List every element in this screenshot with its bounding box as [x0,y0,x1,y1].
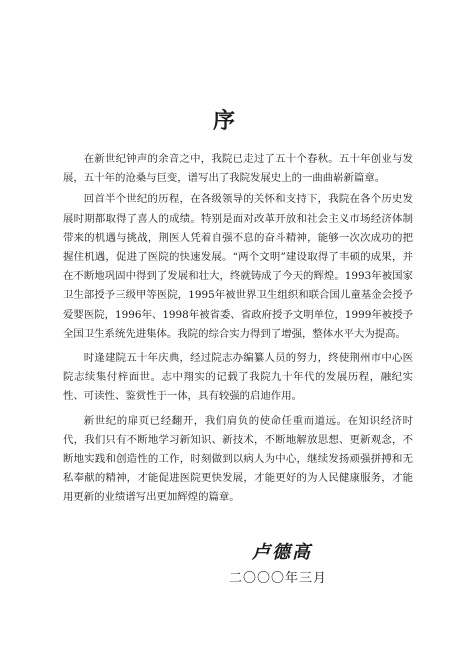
paragraph-1: 在新世纪钟声的余音之中，我院已走过了五十个春秋。五十年创业与发展，五十年的沧桑与巨变，谱写出了我院发展史上的一曲曲崭新篇章。 [63,153,413,185]
preface-date: 二〇〇〇年三月 [229,571,328,586]
paragraph-2: 回首半个世纪的历程，在各级领导的关怀和支持下，我院在各个历史发展时期都取得了喜人的成绩。特别是面对改革开放和社会主义市场经济体制带来的机遇与挑战，荆医人凭着自强不息的奋斗精神，能够一次次成功的把握住机遇，促进了医院的快速发展。“两个文明”建设取得了丰硕的成果，并在不断地巩固中得到了发展和壮大，终就铸成了今天的辉煌。1993年被国家卫生部授予三级甲等医院，1995年被世界卫生组织和联合国儿童基金会授予爱婴医院，1996年、1998年被省委、省政府授予文明单位，1999年被授予全国卫生系统先进集体。我院的综合实力得到了增强，整体水平大为提高。 [63,193,413,340]
paragraph-3: 时逢建院五十年庆典，经过院志办编纂人员的努力，终使荆州市中心医院志续集付梓面世。志中翔实的记载了我院九十年代的发展历程，融纪实性、可读性、鉴赏性于一体，具有较强的启迪作用。 [63,352,413,403]
preface-title: 序 [212,108,237,134]
preface-body [63,150,413,513]
author-signature: 卢德高 [252,542,312,563]
paragraph-4: 新世纪的扉页已经翻开，我们肩负的使命任重而道远。在知识经济时代，我们只有不断地学习新知识、新技术，不断地解放思想、更新观念，不断地实践和创造性的工作，时刻做到以病人为中心，继续发扬顽强拼搏和无私奉献的精神，才能促进医院更快发展，才能更好的为人民健康服务，才能用更新的业绩谱写出更加辉煌的篇章。 [63,414,413,504]
